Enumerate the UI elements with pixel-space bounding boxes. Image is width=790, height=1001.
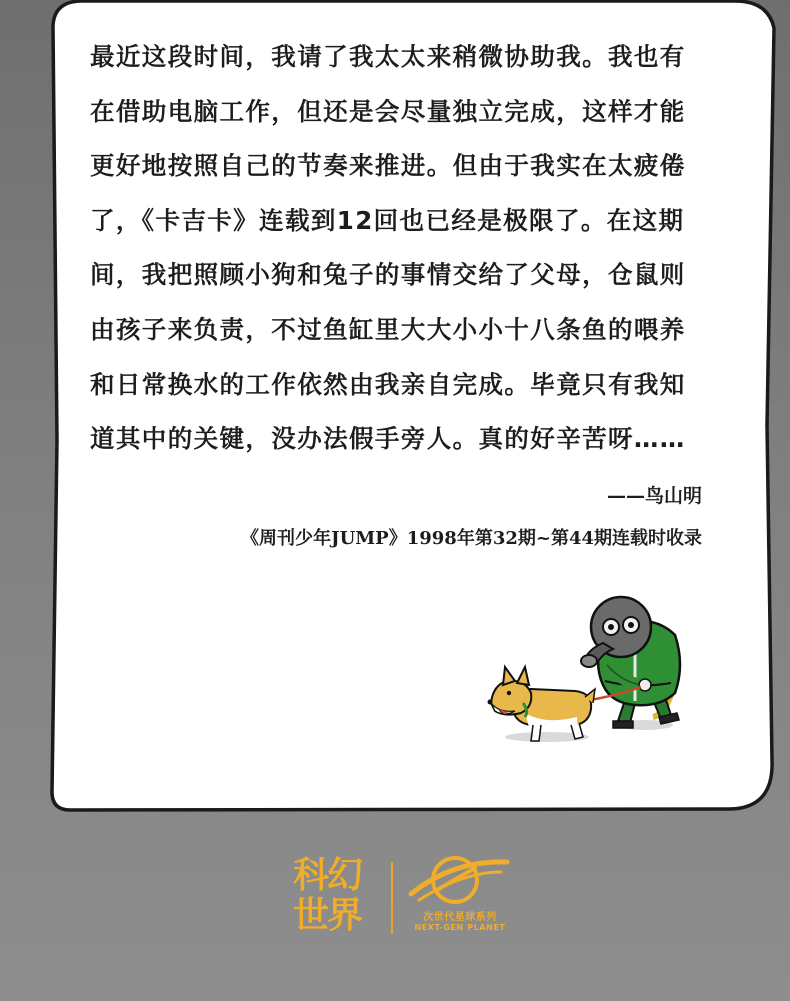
author-attribution: ——鸟山明 <box>606 484 702 507</box>
logo-main-line2: 世界 <box>292 895 361 936</box>
logo-sub-chinese: 次世代星球系列 <box>423 912 497 923</box>
source-citation: 《周刊少年JUMP》1998年第32期~第44期连载时收录 <box>241 527 702 549</box>
dog-walk-illustration <box>485 585 685 755</box>
logo-divider <box>391 862 393 934</box>
logo-main-line1: 科幻 <box>292 855 361 896</box>
logo-sub-english: NEXT-GEN PLANET <box>414 923 506 932</box>
publisher-logo <box>285 850 515 945</box>
note-paragraph: 最近这段时间，我请了我太太来稍微协助我。我也有在借助电脑工作，但还是会尽量独立完成，这样才能更好地按照自己的节奏来推进。但由于我实在太疲倦了，《卡吉卡》连载到12回也已经是极限了。在这期间，我把照顾小狗和兔子的事情交给了父母，仓鼠则由孩子来负责，不过鱼缸里大大小小十八条鱼的喂养和日常换水的工作依然由我亲自完成。毕竟只有我知道其中的关键，没办法假手旁人。真的好辛苦呀…… <box>90 42 686 454</box>
kehuan-shijie-logo <box>285 856 375 940</box>
next-gen-planet-logo <box>403 850 515 945</box>
planet-ring-icon <box>403 850 515 908</box>
note-content <box>90 30 702 550</box>
